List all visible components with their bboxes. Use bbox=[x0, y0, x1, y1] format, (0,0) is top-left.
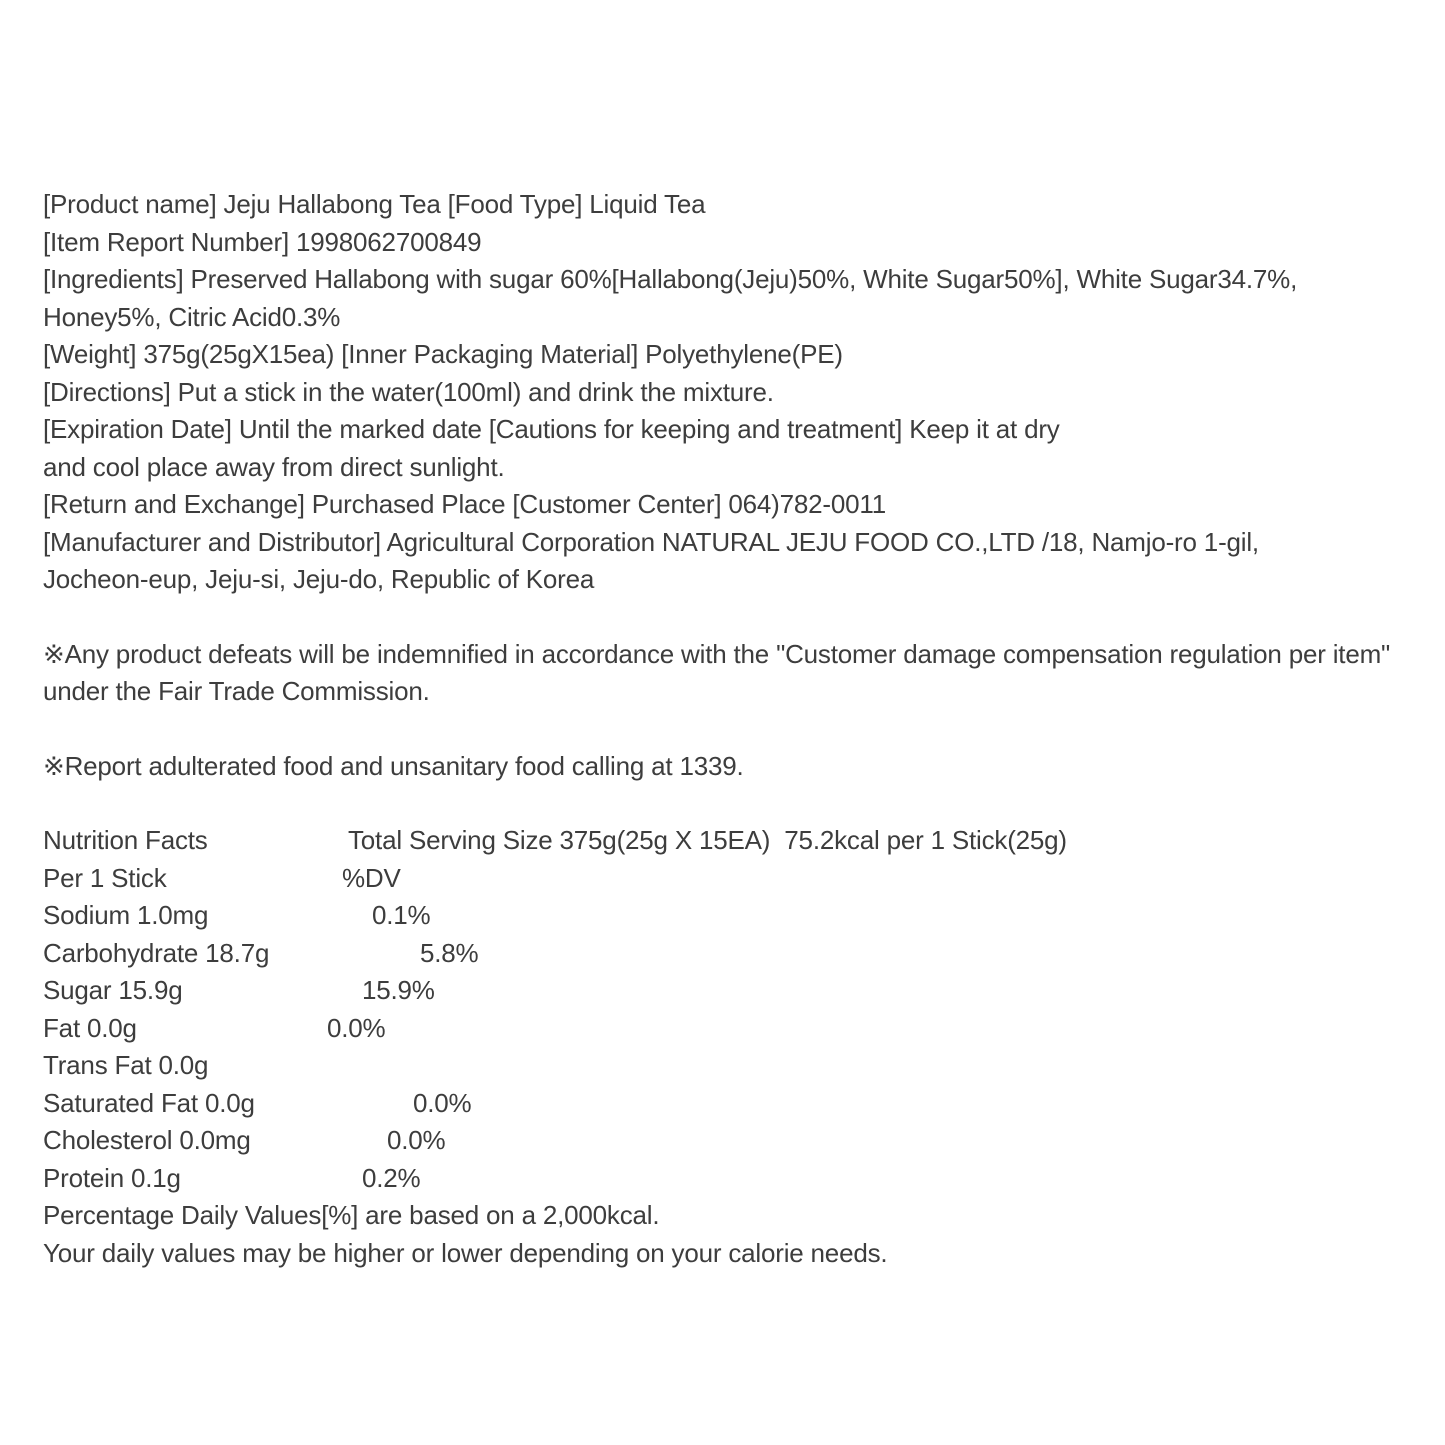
nutrition-label: Per 1 Stick bbox=[43, 862, 167, 893]
expiration-cautions-line-2: and cool place away from direct sunlight. bbox=[43, 451, 505, 482]
nutrition-label: Carbohydrate 18.7g bbox=[43, 937, 270, 968]
compensation-notice-line-2: under the Fair Trade Commission. bbox=[43, 676, 430, 706]
nutrition-value: 0.0% bbox=[387, 1125, 446, 1155]
nutrition-row-saturated-fat bbox=[43, 1085, 1415, 1123]
nutrition-facts-title: Nutrition Facts bbox=[43, 825, 208, 855]
product-details-section bbox=[43, 186, 1415, 599]
nutrition-row-carbohydrate bbox=[43, 935, 1415, 973]
serving-summary: Total Serving Size 375g(25g X 15EA) 75.2kcal per 1 Stick(25g) bbox=[348, 825, 1067, 855]
item-report-number-line: [Item Report Number] 1998062700849 bbox=[43, 226, 482, 257]
nutrition-label: Saturated Fat 0.0g bbox=[43, 1087, 255, 1118]
nutrition-row-per-stick bbox=[43, 860, 1415, 898]
daily-values-footnote-2: Your daily values may be higher or lower depending on your calorie needs. bbox=[43, 1237, 888, 1268]
nutrition-value: 0.0% bbox=[413, 1087, 472, 1118]
nutrition-label: Protein 0.1g bbox=[43, 1162, 181, 1193]
nutrition-value: %DV bbox=[342, 862, 401, 893]
nutrition-label: Trans Fat 0.0g bbox=[43, 1050, 209, 1080]
nutrition-value: 0.0% bbox=[327, 1012, 386, 1043]
expiration-cautions-line-1: [Expiration Date] Until the marked date [Cautions for keeping and treatment] Keep it at dry bbox=[43, 414, 1060, 444]
ingredients-line-2: Honey5%, Citric Acid0.3% bbox=[43, 301, 341, 332]
nutrition-row-sugar bbox=[43, 972, 1415, 1010]
nutrition-value: 0.1% bbox=[372, 900, 431, 930]
nutrition-row-trans-fat bbox=[43, 1047, 1415, 1085]
nutrition-facts-section bbox=[43, 822, 1415, 1272]
nutrition-row-sodium bbox=[43, 897, 1415, 935]
nutrition-value: 5.8% bbox=[420, 937, 479, 968]
report-notice bbox=[43, 748, 1415, 786]
nutrition-label: Fat 0.0g bbox=[43, 1012, 137, 1043]
nutrition-row-fat bbox=[43, 1010, 1415, 1048]
directions-line: [Directions] Put a stick in the water(100ml) and drink the mixture. bbox=[43, 376, 774, 407]
nutrition-value: 0.2% bbox=[362, 1162, 421, 1193]
nutrition-row-protein bbox=[43, 1160, 1415, 1198]
ingredients-line-1: [Ingredients] Preserved Hallabong with sugar 60%[Hallabong(Jeju)50%, White Sugar50%], White Sugar34.7%, bbox=[43, 264, 1298, 294]
nutrition-label: Sugar 15.9g bbox=[43, 975, 183, 1005]
nutrition-header-row bbox=[43, 822, 1415, 860]
nutrition-value: 15.9% bbox=[362, 975, 435, 1005]
weight-packaging-line: [Weight] 375g(25gX15ea) [Inner Packaging Material] Polyethylene(PE) bbox=[43, 339, 843, 369]
document-content bbox=[43, 186, 1415, 1272]
daily-values-footnote-1: Percentage Daily Values[%] are based on a 2,000kcal. bbox=[43, 1200, 660, 1230]
product-name-line: [Product name] Jeju Hallabong Tea [Food Type] Liquid Tea bbox=[43, 189, 706, 219]
nutrition-label: Sodium 1.0mg bbox=[43, 900, 209, 930]
return-exchange-line: [Return and Exchange] Purchased Place [Customer Center] 064)782-0011 bbox=[43, 489, 886, 519]
report-notice-line: ※Report adulterated food and unsanitary food calling at 1339. bbox=[43, 750, 744, 781]
manufacturer-line-1: [Manufacturer and Distributor] Agricultural Corporation NATURAL JEJU FOOD CO.,LTD /18, Namjo-ro 1-gil, bbox=[43, 526, 1259, 557]
compensation-notice bbox=[43, 636, 1415, 711]
compensation-notice-line-1: ※Any product defeats will be indemnified in accordance with the "Customer damage compensation regulation per item" bbox=[43, 638, 1391, 669]
nutrition-row-cholesterol bbox=[43, 1122, 1415, 1160]
nutrition-label: Cholesterol 0.0mg bbox=[43, 1125, 251, 1155]
manufacturer-line-2: Jocheon-eup, Jeju-si, Jeju-do, Republic of Korea bbox=[43, 564, 595, 594]
